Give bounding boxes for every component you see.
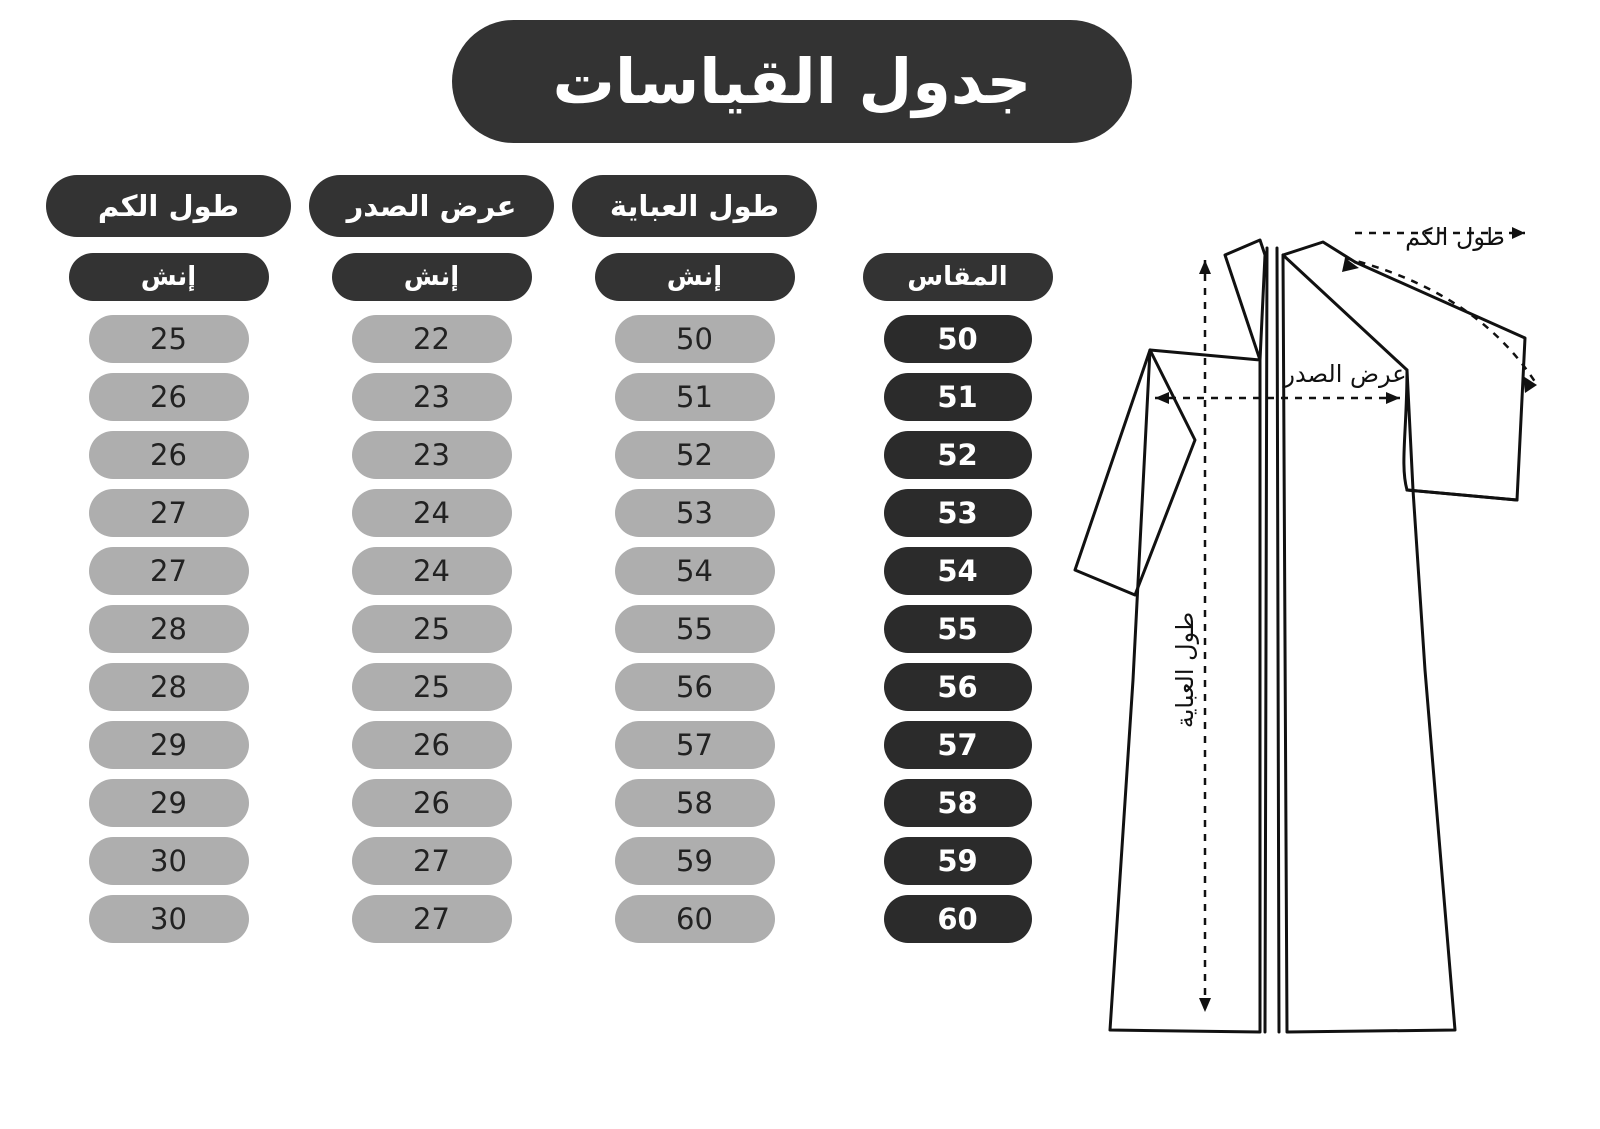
column-abaya-length-header: طول العباية [572,175,817,237]
table-cell: 52 [884,431,1032,479]
page-title-text: جدول القياسات [552,44,1032,118]
table-cell: 30 [89,837,249,885]
table-cell: 58 [615,779,775,827]
table-cell: 60 [615,895,775,943]
table-cell: 26 [352,721,512,769]
column-sleeve-length-header: طول الكم [46,175,291,237]
table-cell: 22 [352,315,512,363]
table-cell: 23 [352,431,512,479]
column-abaya-length-cells [572,315,817,943]
column-chest-width-unit: إنش [332,253,532,301]
table-cell: 29 [89,779,249,827]
table-cell: 27 [352,837,512,885]
table-cell: 53 [884,489,1032,537]
table-cell: 26 [352,779,512,827]
column-size-header [835,175,1080,237]
table-cell: 60 [884,895,1032,943]
table-cell: 52 [615,431,775,479]
table-cell: 25 [89,315,249,363]
sleeve-length-label: طول الكم [1405,223,1505,251]
chest-width-label: عرض الصدر [1283,360,1407,388]
table-cell: 59 [615,837,775,885]
table-cell: 53 [615,489,775,537]
table-cell: 28 [89,663,249,711]
table-cell: 57 [615,721,775,769]
table-cell: 56 [615,663,775,711]
table-cell: 23 [352,373,512,421]
table-cell: 50 [884,315,1032,363]
table-cell: 57 [884,721,1032,769]
table-cell: 51 [615,373,775,421]
table-cell: 28 [89,605,249,653]
table-cell: 25 [352,605,512,653]
column-sleeve-length [46,175,291,1105]
page-title [452,20,1132,143]
abaya-length-measure [1171,260,1211,1012]
table-cell: 55 [615,605,775,653]
column-abaya-length-unit: إنش [595,253,795,301]
table-cell: 26 [89,373,249,421]
column-abaya-length [572,175,817,1105]
table-cell: 56 [884,663,1032,711]
column-size-cells [835,315,1080,943]
table-cell: 27 [352,895,512,943]
measurements-table [30,175,1080,1105]
table-cell: 54 [615,547,775,595]
table-cell: 55 [884,605,1032,653]
table-cell: 50 [615,315,775,363]
column-size [835,175,1080,1105]
table-cell: 51 [884,373,1032,421]
table-cell: 24 [352,547,512,595]
chest-width-measure [1155,360,1407,404]
table-cell: 54 [884,547,1032,595]
table-cell: 29 [89,721,249,769]
abaya-diagram [1055,200,1585,1080]
table-cell: 25 [352,663,512,711]
table-cell: 27 [89,547,249,595]
column-sleeve-length-cells [46,315,291,943]
abaya-outline [1075,240,1525,1032]
table-cell: 58 [884,779,1032,827]
table-cell: 24 [352,489,512,537]
column-chest-width [309,175,554,1105]
column-size-unit: المقاس [863,253,1053,301]
table-cell: 27 [89,489,249,537]
column-chest-width-header: عرض الصدر [309,175,554,237]
table-cell: 30 [89,895,249,943]
table-cell: 59 [884,837,1032,885]
table-cell: 26 [89,431,249,479]
column-chest-width-cells [309,315,554,943]
abaya-length-label: طول العباية [1171,611,1199,729]
column-sleeve-length-unit: إنش [69,253,269,301]
